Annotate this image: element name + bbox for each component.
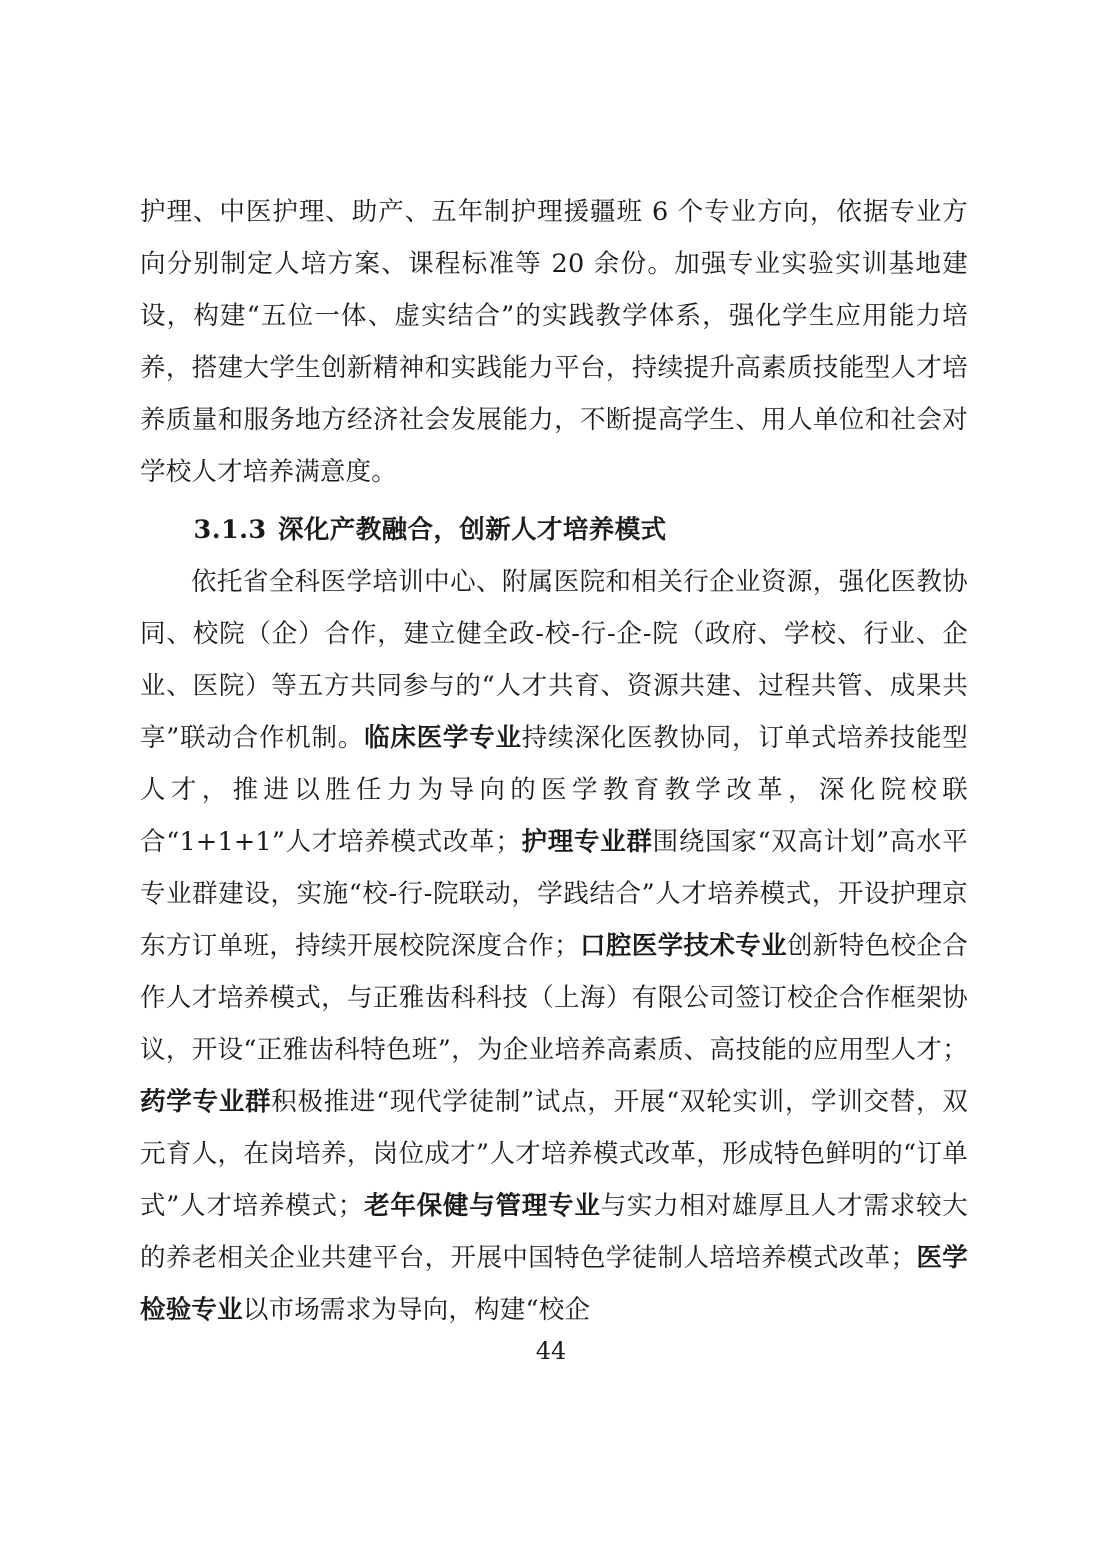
body-paragraph-1: 护理、中医护理、助产、五年制护理援疆班 6 个专业方向，依据专业方向分别制定人培方案、课程标准等 20 余份。加强专业实验实训基地建设，构建“五位一体、虚实结合”的实践教学体系，强化学生应用能力培养，搭建大学生创新精神和实践能力平台，持续提升高素质技能型人才培养质量和服务地方经济社会发展能力，不断提高学生、用人单位和社会对学校人才培养满意度。: [140, 197, 968, 487]
emphasis-medical-lab: 医学检验专业: [140, 1243, 968, 1325]
section-title: 深化产教融合，创新人才培养模式: [278, 515, 667, 545]
emphasis-elderly-care: 老年保健与管理专业: [363, 1191, 601, 1221]
section-number: 3.1.3: [193, 515, 267, 545]
paragraph-segment-5: 积极推进“现代学徒制”试点，开展“双轮实训，学训交替，双元育人，在岗培养，岗位成才”人才培养模式改革，形成特色鲜明的“订单式”人才培养模式；: [140, 1087, 968, 1221]
paragraph-segment-7: 以市场需求为导向，构建“校企: [242, 1295, 591, 1325]
emphasis-clinical-medicine: 临床医学专业: [364, 723, 522, 753]
emphasis-pharmacy-group: 药学专业群: [140, 1087, 272, 1117]
page-content: [140, 186, 968, 1336]
emphasis-stomatology-tech: 口腔医学技术专业: [579, 931, 788, 961]
body-paragraph-2: [140, 556, 968, 1336]
paragraph-segment-3: 围绕国家“双高计划”高水平专业群建设，实施“校-行-院联动，学践结合”人才培养模式，开设护理京东方订单班，持续开展校院深度合作；: [140, 827, 968, 961]
section-heading-3-1-3: [140, 504, 968, 556]
paragraph-segment-4: 创新特色校企合作人才培养模式，与正雅齿科科技（上海）有限公司签订校企合作框架协议，开设“正雅齿科特色班”，为企业培养高素质、高技能的应用型人才；: [140, 931, 968, 1065]
paragraph-segment-1: 依托省全科医学培训中心、附属医院和相关行企业资源，强化医教协同、校院（企）合作，建立健全政-校-行-企-院（政府、学校、行业、企业、医院）等五方共同参与的“人才共育、资源共建、过程共管、成果共享”联动合作机制。: [140, 567, 968, 753]
emphasis-nursing-group: 护理专业群: [521, 827, 653, 857]
paragraph-segment-2: 持续深化医教协同，订单式培养技能型人才，推进以胜任力为导向的医学教育教学改革，深化院校联合“1+1+1”人才培养模式改革；: [140, 723, 968, 857]
paragraph-segment-6: 与实力相对雄厚且人才需求较大的养老相关企业共建平台，开展中国特色学徒制人培培养模式改革；: [140, 1191, 968, 1273]
page-number-footer: 44: [535, 1337, 567, 1365]
